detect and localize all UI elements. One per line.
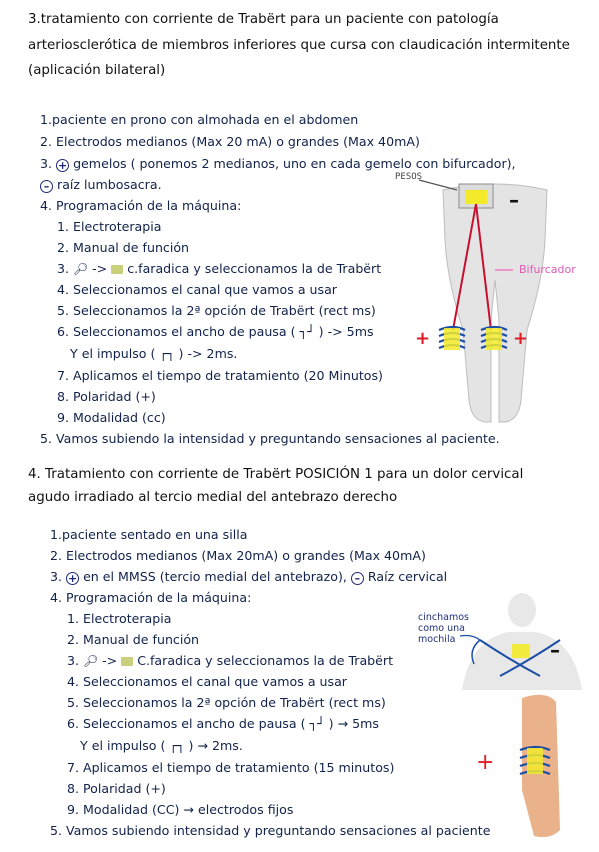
section1-title-line2: arteriosclerótica de miembros inferiores que cursa con claudicación intermitente [28,38,570,53]
positive-circle-icon: + [57,159,68,172]
plus-sign-left: + [415,328,431,349]
cinchamos-note-2: como una [418,623,465,634]
s1-step-1: 1.paciente en prono con almohada en el abdomen [40,112,359,127]
positive-circle-icon: + [67,572,78,585]
plus-sign: + [476,750,495,775]
s2-step-5: 5. Vamos subiendo intensidad y preguntando sensaciones al paciente [50,823,491,838]
folder-icon [121,657,133,666]
plus-sign-right: + [513,328,529,349]
folder-icon [111,265,123,274]
s1-sub-7: 7. Aplicamos el tiempo de tratamiento (20 Minutos) [57,368,383,383]
section2-title-line2: agudo irradiado al tercio medial del antebrazo derecho [28,490,398,505]
s1-sub-8: 8. Polaridad (+) [57,389,156,404]
s2-sub-1: 1. Electroterapia [67,611,172,626]
s1-step-4: 4. Programación de la máquina: [40,198,242,213]
section1-title-line3: (aplicación bilateral) [28,63,166,78]
s1-step-3-neg: – raíz lumbosacra. [40,177,162,193]
s1-step-2: 2. Electrodos medianos (Max 20 mA) o grandes (Max 40mA) [40,134,420,149]
s1-sub-6b: Y el impulso ( ┌┐ ) -> 2ms. [70,346,238,361]
legs-figure [395,170,599,430]
s2-sub-9: 9. Modalidad (CC) → electrodos fijos [67,802,294,817]
magnifier-icon: 🔎︎ [73,262,89,276]
minus-sign: – [509,188,519,212]
s1-step-3: 3. + gemelos ( ponemos 2 medianos, uno en cada gemelo con bifurcador), [40,156,516,172]
s1-sub-3: 3. 🔎︎ -> c.faradica y seleccionamos la de Trabërt [57,261,382,276]
s2-step-4: 4. Programación de la máquina: [50,590,252,605]
s1-step-5: 5. Vamos subiendo la intensidad y preguntando sensaciones al paciente. [40,431,500,446]
s2-sub-6: 6. Seleccionamos el ancho de pausa ( ┐┘ ) → 5ms [67,716,379,731]
s1-sub-5: 5. Seleccionamos la 2ª opción de Trabërt (rect ms) [57,303,376,318]
cinchamos-note-1: cinchamos [418,612,469,623]
s1-sub-4: 4. Seleccionamos el canal que vamos a usar [57,282,337,297]
s2-sub-6b: Y el impulso ( ┌┐ ) → 2ms. [80,738,243,753]
s2-sub-8: 8. Polaridad (+) [67,781,166,796]
s2-step-1: 1.paciente sentado en una silla [50,527,248,542]
s2-sub-5: 5. Seleccionamos la 2ª opción de Trabërt (rect ms) [67,695,386,710]
pesos-label: PESOS [395,172,423,182]
s2-sub-2: 2. Manual de función [67,632,200,647]
shoulders-figure [410,590,599,848]
s2-sub-7: 7. Aplicamos el tiempo de tratamiento (15 minutos) [67,760,395,775]
negative-circle-icon: – [40,180,53,193]
s2-sub-3: 3. 🔎︎ -> C.faradica y seleccionamos la de Trabërt [67,653,394,668]
section2-title-line1: 4. Tratamiento con corriente de Trabërt POSICIÓN 1 para un dolor cervical [28,467,524,482]
bifurcador-label: Bifurcador [519,263,576,276]
s1-sub-1: 1. Electroterapia [57,219,162,234]
s2-sub-4: 4. Seleccionamos el canal que vamos a usar [67,674,347,689]
minus-sign: – [550,638,560,662]
s1-sub-6: 6. Seleccionamos el ancho de pausa ( ┐┘ ) -> 5ms [57,324,374,339]
legs-illustration [395,170,599,430]
negative-circle-icon: – [351,572,364,585]
cinchamos-note-3: mochila [418,634,456,645]
section1-title-line1: 3.tratamiento con corriente de Trabërt para un paciente con patología [28,12,499,27]
magnifier-icon: 🔎︎ [83,654,99,668]
s2-step-2: 2. Electrodos medianos (Max 20mA) o grandes (Max 40mA) [50,548,426,563]
s2-step-3: 3. + en el MMSS (tercio medial del antebrazo), – Raíz cervical [50,569,448,585]
s1-sub-2: 2. Manual de función [57,240,190,255]
s1-sub-9: 9. Modalidad (cc) [57,410,166,425]
